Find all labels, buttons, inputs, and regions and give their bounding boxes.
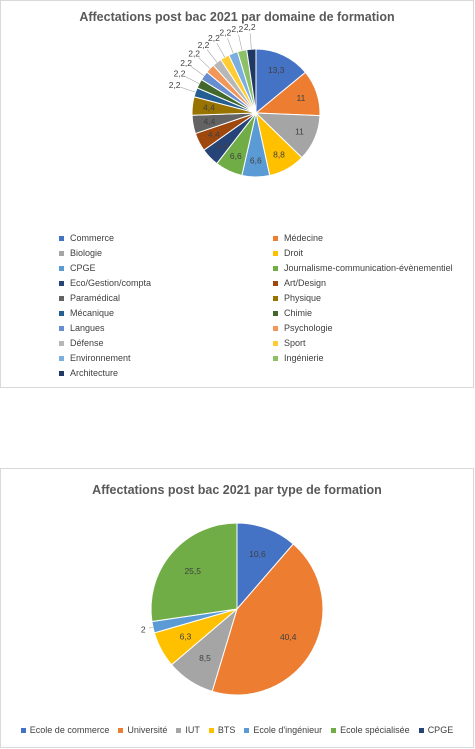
legend-item-cpge — [59, 263, 96, 273]
leader-line — [149, 627, 153, 628]
leader-line — [191, 66, 204, 75]
legend-swatch — [176, 728, 181, 733]
data-label: 13,3 — [267, 65, 285, 76]
legend-label: Art/Design — [284, 278, 327, 288]
legend-item-art-design — [273, 278, 326, 288]
legend-label: Ecole d'ingénieur — [253, 725, 323, 735]
legend-label: Environnement — [70, 353, 131, 363]
legend-swatch — [59, 311, 64, 316]
legend-label: Commerce — [70, 233, 115, 243]
legend-row — [59, 248, 469, 263]
legend-item-sport — [273, 338, 306, 348]
legend-item-environnement — [59, 353, 131, 363]
data-label: 2 — [140, 624, 146, 635]
legend-row — [59, 323, 469, 338]
data-label: 25,5 — [184, 565, 202, 576]
legend-item-defense — [59, 338, 104, 348]
legend-swatch — [244, 728, 249, 733]
legend-label: Eco/Gestion/compta — [70, 278, 152, 288]
legend-label: Psychologie — [284, 323, 333, 333]
leader-line — [198, 57, 210, 68]
legend-label: CPGE — [70, 263, 96, 273]
data-label: 6,3 — [179, 631, 192, 642]
legend-item-cpge — [419, 725, 454, 735]
data-label: 6,6 — [229, 150, 242, 161]
legend-label: Sport — [284, 338, 306, 348]
data-label: 2,2 — [208, 32, 220, 43]
legend-swatch — [273, 296, 278, 301]
legend-label: Biologie — [70, 248, 103, 258]
legend-row — [59, 353, 469, 368]
legend-item-ecole-specialisee — [331, 725, 410, 735]
legend-row — [59, 338, 469, 353]
data-label: 8,5 — [199, 652, 211, 663]
chart-title: Affectations post bac 2021 par domaine de formation — [79, 10, 395, 24]
legend-row — [59, 293, 469, 308]
data-label: 4,4 — [203, 116, 216, 127]
legend-item-journalisme-communication-evenementiel — [273, 263, 453, 273]
legend-item-chimie — [273, 308, 312, 318]
legend-swatch — [59, 236, 64, 241]
legend-swatch — [59, 371, 64, 376]
legend-item-ecole-de-commerce — [21, 725, 110, 735]
legend-row — [59, 368, 469, 383]
legend-item-psychologie — [273, 323, 333, 333]
legend-swatch — [59, 266, 64, 271]
data-label: 8,8 — [273, 149, 285, 160]
legend-type — [1, 725, 473, 735]
data-label: 4,4 — [207, 129, 220, 140]
legend-swatch — [331, 728, 336, 733]
legend-swatch — [273, 326, 278, 331]
legend-item-commerce — [59, 233, 114, 243]
data-label: 2,2 — [168, 80, 181, 91]
legend-item-universite — [118, 725, 167, 735]
legend-item-architecture — [59, 368, 118, 378]
legend-swatch — [59, 326, 64, 331]
data-label: 2,2 — [231, 24, 244, 35]
data-label: 10,6 — [249, 549, 266, 560]
legend-swatch — [273, 281, 278, 286]
data-label: 2,2 — [243, 22, 256, 33]
legend-swatch — [273, 311, 278, 316]
legend-swatch — [59, 251, 64, 256]
leader-line — [217, 43, 225, 57]
legend-item-bts — [209, 725, 236, 735]
legend-label: Droit — [284, 248, 304, 258]
legend-swatch — [59, 356, 64, 361]
pie-chart-domaine — [1, 1, 475, 231]
data-label: 2,2 — [180, 57, 193, 68]
data-label: 11 — [296, 92, 306, 103]
legend-label: Mécanique — [70, 308, 115, 318]
data-label: 40,4 — [279, 632, 297, 643]
legend-label: Journalisme-communication-évènementiel — [284, 263, 453, 273]
legend-swatch — [59, 281, 64, 286]
legend-label: BTS — [217, 725, 236, 735]
legend-item-langues — [59, 323, 105, 333]
legend-swatch — [118, 728, 123, 733]
legend-label: Ecole spécialisée — [340, 725, 410, 735]
legend-label: Physique — [284, 293, 322, 303]
legend-swatch — [273, 266, 278, 271]
legend-item-droit — [273, 248, 303, 258]
legend-item-medecine — [273, 233, 323, 243]
legend-label: IUT — [185, 725, 200, 735]
legend-label: Défense — [70, 338, 104, 348]
legend-swatch — [419, 728, 424, 733]
legend-label: Architecture — [70, 368, 119, 378]
legend-label: Ecole de commerce — [29, 725, 110, 735]
legend-item-iut — [176, 725, 200, 735]
legend-item-ingenierie — [273, 353, 324, 363]
data-label: 2,2 — [219, 27, 232, 38]
leader-line — [239, 35, 242, 51]
legend-item-ecole-d-ingenieur — [244, 725, 322, 735]
legend-swatch — [273, 341, 278, 346]
data-label: 2,2 — [188, 48, 201, 59]
legend-label: Chimie — [284, 308, 313, 318]
data-label: 6,6 — [249, 155, 262, 166]
data-label: 11 — [295, 126, 304, 137]
legend-item-biologie — [59, 248, 102, 258]
chart-title: Affectations post bac 2021 par type de formation — [92, 483, 382, 497]
leader-line — [185, 76, 199, 83]
legend-row — [59, 233, 469, 248]
data-label: 2,2 — [173, 68, 186, 79]
legend-swatch — [59, 341, 64, 346]
legend-label: Paramédical — [70, 293, 121, 303]
legend-item-eco-gestion-compta — [59, 278, 151, 288]
legend-label: Université — [127, 725, 168, 735]
chart-type-card — [0, 468, 474, 748]
leader-line — [207, 50, 217, 63]
legend-label: Médecine — [284, 233, 324, 243]
legend-swatch — [273, 251, 278, 256]
legend-domaine — [59, 233, 469, 383]
data-label: 2,2 — [197, 39, 210, 50]
leader-line — [250, 33, 251, 49]
legend-row — [59, 278, 469, 293]
legend-swatch — [273, 356, 278, 361]
legend-row — [59, 308, 469, 323]
legend-swatch — [209, 728, 214, 733]
legend-label: CPGE — [427, 725, 454, 735]
leader-line — [180, 87, 195, 92]
leader-line — [227, 38, 233, 53]
legend-item-mecanique — [59, 308, 114, 318]
legend-item-paramedical — [59, 293, 120, 303]
legend-swatch — [273, 236, 278, 241]
pie-chart-type — [1, 469, 475, 719]
legend-swatch — [59, 296, 64, 301]
legend-row — [59, 263, 469, 278]
legend-label: Langues — [70, 323, 105, 333]
legend-item-physique — [273, 293, 321, 303]
data-label: 4,4 — [215, 140, 228, 151]
data-label: 4,4 — [203, 102, 215, 113]
legend-swatch — [21, 728, 26, 733]
legend-label: Ingénierie — [284, 353, 324, 363]
